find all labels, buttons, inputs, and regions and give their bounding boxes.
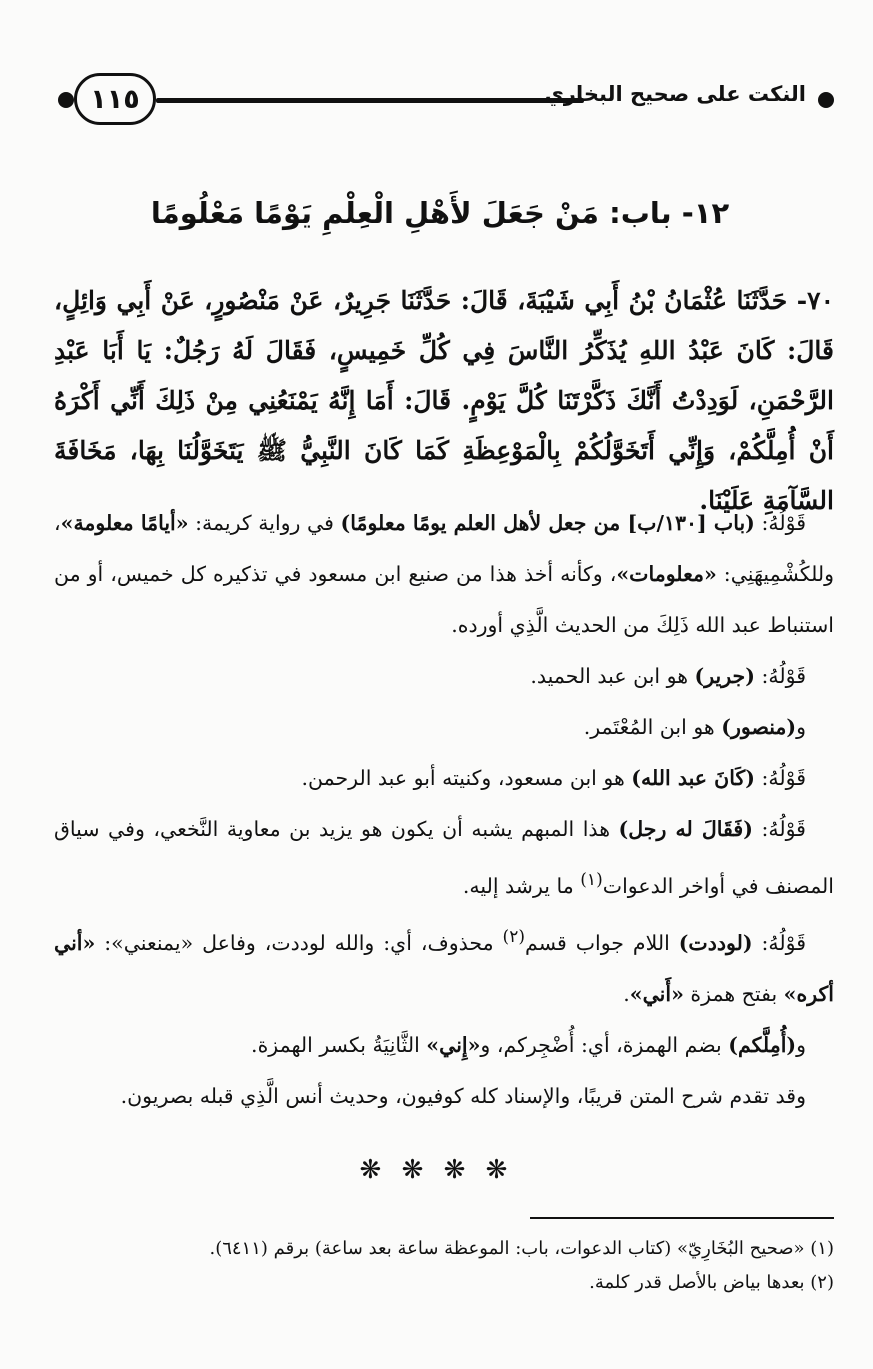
commentary-paragraph-8: وقد تقدم شرح المتن قريبًا، والإسناد كله كوفيون، وحديث أنس الَّذِي قبله بصريون. — [120, 1083, 806, 1108]
footnote-2: (٢) بعدها بياض بالأصل قدر كلمة. — [589, 1272, 834, 1293]
paragraph-text: في رواية كريمة: — [188, 511, 341, 535]
quoted-term: (جرير) — [694, 664, 755, 688]
paragraph-text: هو ابن مسعود، وكنيته أبو عبد الرحمن. — [301, 766, 632, 790]
hadith-text: ٧٠- حَدَّثَنَا عُثْمَانُ بْنُ أَبِي شَيْبَةَ، قَالَ: حَدَّثَنَا جَرِيرٌ، عَنْ مَنْصُورٍ، عَنْ أَبِي وَائِلٍ، قَالَ: كَانَ عَبْدُ اللهِ يُذَكِّرُ النَّاسَ فِي كُلِّ خَمِيسٍ، فَقَالَ لَهُ رَجُلٌ: يَا أَبَا عَبْدِ الرَّحْمَنِ، لَوَدِدْتُ أَنَّكَ ذَكَّرْتَنَا كُلَّ يَوْمٍ. قَالَ: أَمَا إِنَّهُ يَمْنَعُنِي مِنْ ذَلِكَ أَنِّي أَكْرَهُ أَنْ أُمِلَّكُمْ، وَإِنِّي أَتَخَوَّلُكُمْ بِالْمَوْعِظَةِ كَمَا كَانَ النَّبِيُّ ﷺ يَتَخَوَّلُنَا بِهَا، مَخَافَةَ السَّآمَةِ عَلَيْنَا. — [54, 286, 834, 515]
paragraph-lead: و — [796, 715, 806, 739]
page-number: ١١٥ — [74, 73, 156, 125]
paragraph-text: اللام جواب قسم — [525, 930, 679, 955]
commentary-paragraph-2 — [54, 651, 834, 702]
header-left-dot — [58, 92, 74, 108]
commentary-paragraph-5 — [54, 804, 834, 912]
footnote-ref: (١) — [580, 870, 603, 890]
footnote-1: (١) «صحيح البُخَارِيّ» (كتاب الدعوات، باب: الموعظة ساعة بعد ساعة) برقم (٦٤١١). — [209, 1238, 834, 1259]
quoted-term: «معلومات» — [616, 562, 717, 586]
paragraph-lead: قَوْلُهُ: — [752, 930, 807, 955]
paragraph-text: . — [623, 981, 630, 1006]
quoted-term: (منصور) — [721, 715, 797, 739]
paragraph-text: هو ابن عبد الحميد. — [530, 664, 695, 688]
paragraph-text: بفتح همزة — [683, 981, 784, 1006]
quoted-term: (فَقَالَ له رجل) — [618, 817, 753, 841]
footnotes — [54, 1232, 834, 1300]
header-rule — [156, 98, 584, 103]
paragraph-text: ، وللكُشْمِيهَنِي: — [54, 511, 834, 586]
commentary-paragraph-3 — [54, 702, 834, 753]
commentary — [54, 498, 834, 1122]
quoted-term: «أَني» — [629, 981, 684, 1006]
commentary-paragraph-6 — [54, 912, 834, 1020]
quoted-term: «أيامًا معلومة» — [60, 511, 189, 535]
paragraph-lead: و — [796, 1032, 806, 1057]
paragraph-text: ، وكأنه أخذ هذا من صنيع ابن مسعود في تذكيره كل خميس، أو من استنباط عبد الله ذَلِكَ من الحديث الَّذِي أورده. — [54, 562, 834, 637]
quoted-term: (كَانَ عبد الله) — [631, 766, 755, 790]
paragraph-text: محذوف، أي: والله لوددت، وفاعل «يمنعني»: — [95, 930, 503, 955]
footnote-ref: (٢) — [502, 926, 526, 947]
commentary-paragraph-4 — [54, 753, 834, 804]
section-separator: ❋ ❋ ❋ ❋ — [359, 1155, 514, 1185]
quoted-term: (أُمِلَّكم) — [728, 1032, 797, 1057]
footnote-rule — [530, 1217, 834, 1219]
paragraph-text: هو ابن المُعْتَمر. — [583, 715, 722, 739]
commentary-paragraph-7 — [54, 1020, 834, 1071]
chapter-heading: ١٢- باب: مَنْ جَعَلَ لأَهْلِ الْعِلْمِ يَوْمًا مَعْلُومًا — [150, 196, 730, 230]
paragraph-text: الثَّانِيَةُ بكسر الهمزة. — [251, 1032, 427, 1057]
quoted-term: (باب [١٣٠/ب] من جعل لأهل العلم يومًا معلومًا) — [340, 511, 755, 535]
paragraph-lead: قَوْلُهُ: — [754, 664, 806, 688]
paragraph-lead: قَوْلُهُ: — [754, 511, 806, 535]
paragraph-lead: قَوْلُهُ: — [752, 817, 806, 841]
paragraph-text: هذا المبهم يشبه أن يكون هو يزيد بن معاوية النَّخعي، وفي سياق المصنف في أواخر الدعوات — [54, 817, 834, 898]
paragraph-text: ما يرشد إليه. — [462, 873, 581, 898]
book-title: النكت على صحيح البخاري — [544, 82, 806, 106]
page-header — [58, 70, 834, 130]
quoted-term: (لوددت) — [678, 930, 753, 955]
quoted-term: «إِني» — [426, 1032, 481, 1057]
quoted-term: «أني أكره» — [54, 930, 834, 1006]
commentary-paragraph-1 — [54, 498, 834, 651]
paragraph-lead: قَوْلُهُ: — [754, 766, 806, 790]
paragraph-text: بضم الهمزة، أي: أُضْجِركم، و — [480, 1032, 729, 1057]
header-right-dot — [818, 92, 834, 108]
